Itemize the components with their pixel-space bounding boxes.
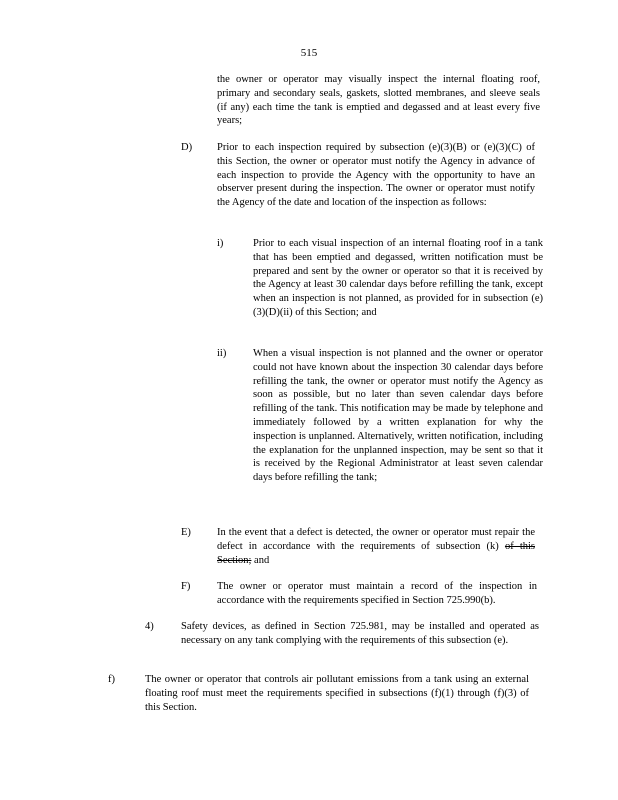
item-f-label: F)	[181, 581, 191, 592]
item-ii-text: When a visual inspection is not planned and the owner or operator could not have known about the inspection 30 calendar days before refilling the tank, the owner or operator must notify the Agency as soon as possible, but no later than seven calendar days before refilling of the tank. This notification may be made by telephone and immediately followed by a written explanation for why the inspection is unplanned. Alternatively, written notification, including the explanation for the unplanned inspection, may be sent so that it is received by the Regional Administrator at least seven calendar days before refilling the tank;	[253, 348, 543, 484]
item-4-label: 4)	[145, 621, 154, 632]
item-e-label: E)	[181, 527, 191, 538]
item-4-text: Safety devices, as defined in Section 725.981, may be installed and operated as necessary on any tank complying with the requirements of this subsection (e).	[181, 621, 539, 646]
subsection-f-text: The owner or operator that controls air pollutant emissions from a tank using an external floating roof must meet the requirements specified in subsections (f)(1) through (f)(3) of this Section.	[145, 674, 529, 713]
item-e-main: In the event that a defect is detected, the owner or operator must repair the defect in accordance with the requirements of subsection (k)	[217, 527, 535, 552]
item-ii-label: ii)	[217, 348, 227, 359]
item-d-text: Prior to each inspection required by subsection (e)(3)(B) or (e)(3)(C) of this Section, the owner or operator must notify the Agency in advance of each inspection to provide the Agency with the opportunity to have an observer present during the inspection. The owner or operator must notify the Agency of the date and location of the inspection as follows:	[217, 142, 535, 209]
item-e-struck-text: of this Section;	[217, 540, 536, 566]
page-number: 515	[300, 47, 318, 59]
continued-paragraph: the owner or operator may visually inspect the internal floating roof, primary and secondary seals, gaskets, slotted membranes, and sleeve seals (if any) each time the tank is emptied and degassed and at least every five years;	[217, 74, 540, 127]
subsection-f-label: f)	[108, 674, 115, 685]
item-e-text	[217, 526, 535, 567]
item-d-label: D)	[181, 142, 193, 153]
item-i-text: Prior to each visual inspection of an internal floating roof in a tank that has been emptied and degassed, written notification must be prepared and sent by the owner or operator so that it is received by the Agency at least 30 calendar days before refilling the tank, except when an inspection is not planned, as provided for in subsection (e)(3)(D)(ii) of this Section; and	[253, 238, 543, 318]
item-e-tail: and	[254, 554, 270, 566]
item-f-text: The owner or operator must maintain a record of the inspection in accordance with the requirements specified in Section 725.990(b).	[217, 581, 537, 606]
item-i-label: i)	[217, 238, 224, 249]
